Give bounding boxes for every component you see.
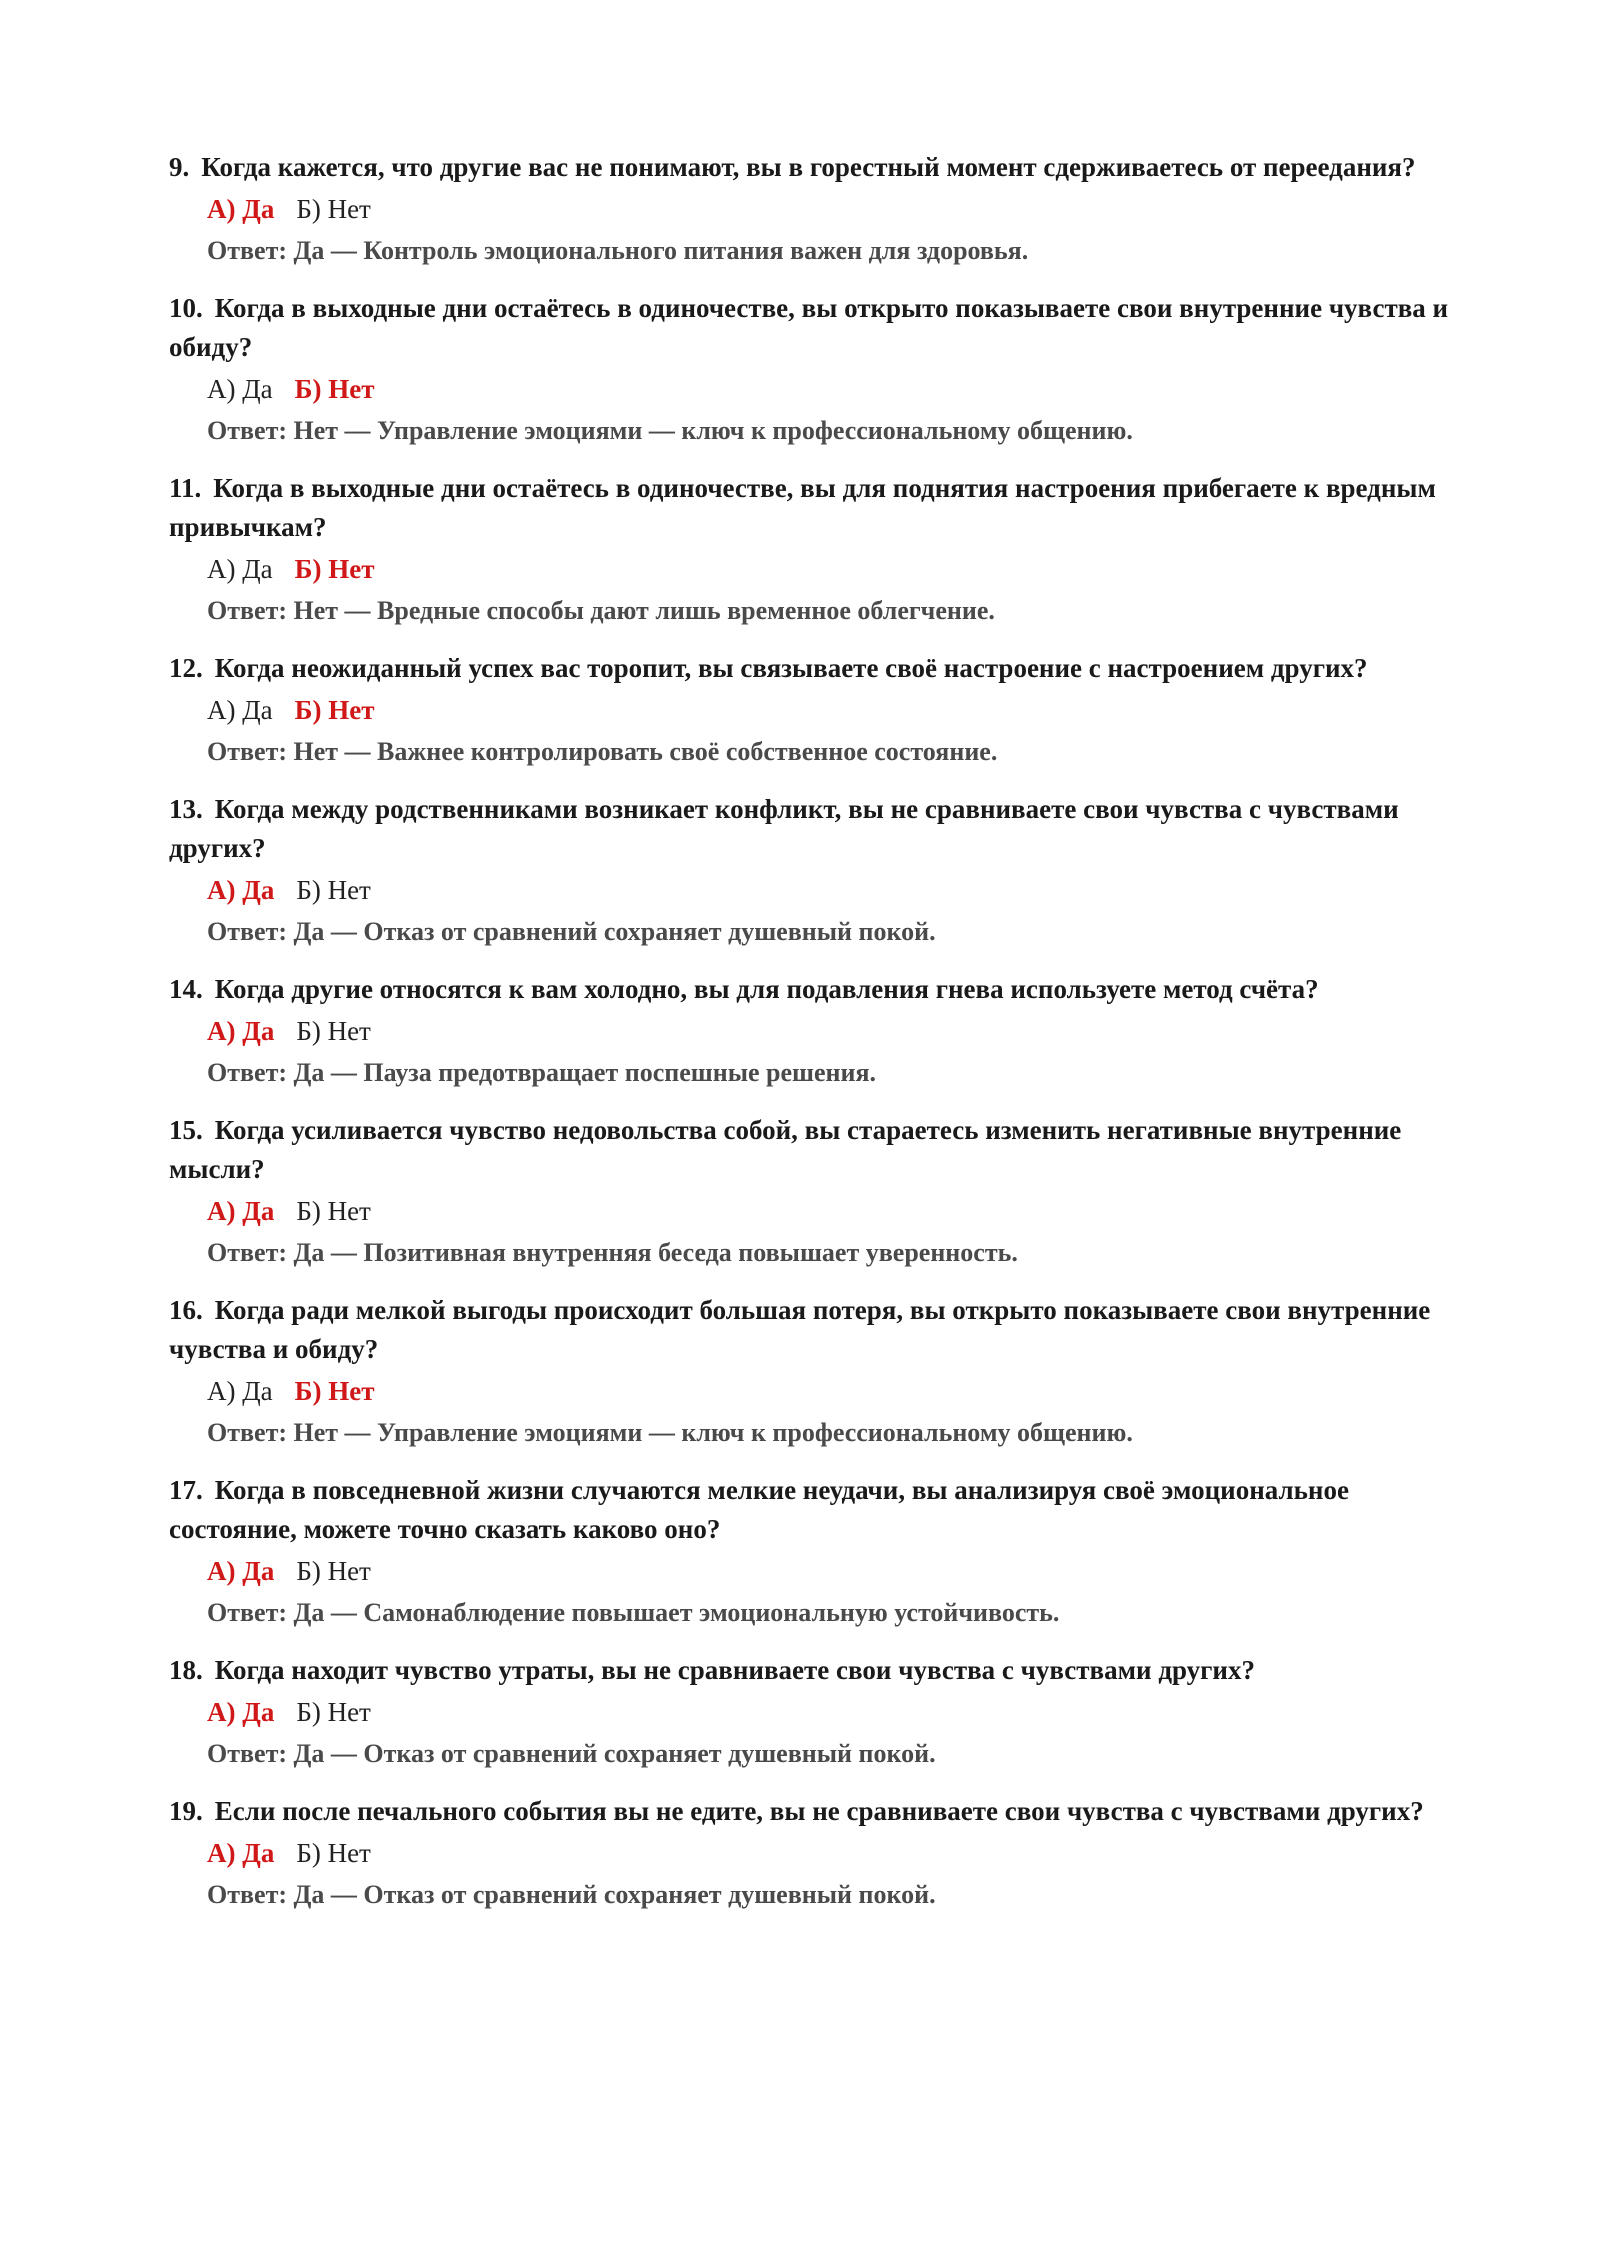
option-b[interactable]: Б) Нет (296, 1838, 371, 1868)
answer-options (207, 691, 1459, 730)
option-b[interactable]: Б) Нет (294, 374, 375, 404)
question-body: Когда усиливается чувство недовольства собой, вы стараетесь изменить негативные внутренние мысли? (169, 1115, 1402, 1184)
question-text (169, 1471, 1459, 1549)
answer-explanation: Ответ: Да — Отказ от сравнений сохраняет душевный покой. (207, 1880, 936, 1909)
option-b[interactable]: Б) Нет (296, 1016, 371, 1046)
option-a[interactable]: А) Да (207, 1697, 275, 1727)
question-body: Когда неожиданный успех вас торопит, вы связываете своё настроение с настроением других? (214, 653, 1368, 683)
answer-options (207, 190, 1459, 229)
answer-explanation: Ответ: Да — Пауза предотвращает поспешные решения. (207, 1058, 877, 1087)
option-b[interactable]: Б) Нет (294, 695, 375, 725)
option-b[interactable]: Б) Нет (294, 1376, 375, 1406)
question-text (169, 469, 1459, 547)
question-block (169, 1111, 1459, 1272)
option-a[interactable]: А) Да (207, 1016, 275, 1046)
answer-options (207, 1693, 1459, 1732)
question-number: 10. (169, 293, 203, 323)
question-number: 11. (169, 473, 202, 503)
answer-options (207, 1012, 1459, 1051)
answer-options (207, 550, 1459, 589)
option-a[interactable]: А) Да (207, 695, 273, 725)
question-body: Когда между родственниками возникает конфликт, вы не сравниваете свои чувства с чувствами других? (169, 794, 1399, 863)
question-block (169, 1291, 1459, 1452)
question-text (169, 790, 1459, 868)
question-block (169, 649, 1459, 771)
question-block (169, 148, 1459, 270)
answer-explanation: Ответ: Нет — Управление эмоциями — ключ к профессиональному общению. (207, 1418, 1133, 1447)
option-a[interactable]: А) Да (207, 1556, 275, 1586)
question-block (169, 790, 1459, 951)
question-body: Если после печального события вы не едите, вы не сравниваете свои чувства с чувствами других? (214, 1796, 1424, 1826)
question-text (169, 1111, 1459, 1189)
option-a[interactable]: А) Да (207, 554, 273, 584)
question-block (169, 1651, 1459, 1773)
question-body: Когда кажется, что другие вас не понимают, вы в горестный момент сдерживаетесь от переедания? (201, 152, 1416, 182)
answer-options (207, 1372, 1459, 1411)
question-list (169, 148, 1459, 1933)
answer-explanation: Ответ: Нет — Важнее контролировать своё собственное состояние. (207, 737, 998, 766)
option-a[interactable]: А) Да (207, 194, 275, 224)
question-block (169, 970, 1459, 1092)
answer-explanation: Ответ: Да — Позитивная внутренняя беседа повышает уверенность. (207, 1238, 1018, 1267)
question-text (169, 148, 1459, 187)
question-block (169, 289, 1459, 450)
option-b[interactable]: Б) Нет (296, 875, 371, 905)
question-body: Когда находит чувство утраты, вы не сравниваете свои чувства с чувствами других? (214, 1655, 1255, 1685)
question-body: Когда в повседневной жизни случаются мелкие неудачи, вы анализируя своё эмоциональное состояние, можете точно сказать каково оно? (169, 1475, 1349, 1544)
option-a[interactable]: А) Да (207, 1196, 275, 1226)
answer-explanation: Ответ: Нет — Вредные способы дают лишь временное облегчение. (207, 596, 995, 625)
question-number: 17. (169, 1475, 203, 1505)
answer-explanation: Ответ: Да — Самонаблюдение повышает эмоциональную устойчивость. (207, 1598, 1060, 1627)
question-block (169, 469, 1459, 630)
question-number: 9. (169, 152, 190, 182)
answer-options (207, 1834, 1459, 1873)
answer-explanation: Ответ: Нет — Управление эмоциями — ключ к профессиональному общению. (207, 416, 1133, 445)
question-text (169, 1291, 1459, 1369)
question-number: 19. (169, 1796, 203, 1826)
question-number: 18. (169, 1655, 203, 1685)
option-b[interactable]: Б) Нет (296, 1556, 371, 1586)
option-b[interactable]: Б) Нет (296, 1196, 371, 1226)
answer-options (207, 871, 1459, 910)
option-a[interactable]: А) Да (207, 875, 275, 905)
question-body: Когда другие относятся к вам холодно, вы для подавления гнева используете метод счёта? (214, 974, 1319, 1004)
question-number: 15. (169, 1115, 203, 1145)
option-b[interactable]: Б) Нет (294, 554, 375, 584)
question-text (169, 289, 1459, 367)
answer-options (207, 370, 1459, 409)
question-text (169, 1651, 1459, 1690)
question-number: 12. (169, 653, 203, 683)
question-number: 13. (169, 794, 203, 824)
question-text (169, 649, 1459, 688)
option-a[interactable]: А) Да (207, 1838, 275, 1868)
question-text (169, 1792, 1459, 1831)
answer-options (207, 1552, 1459, 1591)
option-b[interactable]: Б) Нет (296, 194, 371, 224)
option-b[interactable]: Б) Нет (296, 1697, 371, 1727)
option-a[interactable]: А) Да (207, 1376, 273, 1406)
answer-explanation: Ответ: Да — Отказ от сравнений сохраняет душевный покой. (207, 1739, 936, 1768)
answer-explanation: Ответ: Да — Отказ от сравнений сохраняет душевный покой. (207, 917, 936, 946)
question-body: Когда в выходные дни остаётесь в одиночестве, вы для поднятия настроения прибегаете к вредным привычкам? (169, 473, 1436, 542)
question-body: Когда ради мелкой выгоды происходит большая потеря, вы открыто показываете свои внутренние чувства и обиду? (169, 1295, 1431, 1364)
question-block (169, 1792, 1459, 1914)
question-text (169, 970, 1459, 1009)
question-number: 16. (169, 1295, 203, 1325)
question-block (169, 1471, 1459, 1632)
question-number: 14. (169, 974, 203, 1004)
answer-explanation: Ответ: Да — Контроль эмоционального питания важен для здоровья. (207, 236, 1029, 265)
option-a[interactable]: А) Да (207, 374, 273, 404)
answer-options (207, 1192, 1459, 1231)
question-body: Когда в выходные дни остаётесь в одиночестве, вы открыто показываете свои внутренние чувства и обиду? (169, 293, 1449, 362)
